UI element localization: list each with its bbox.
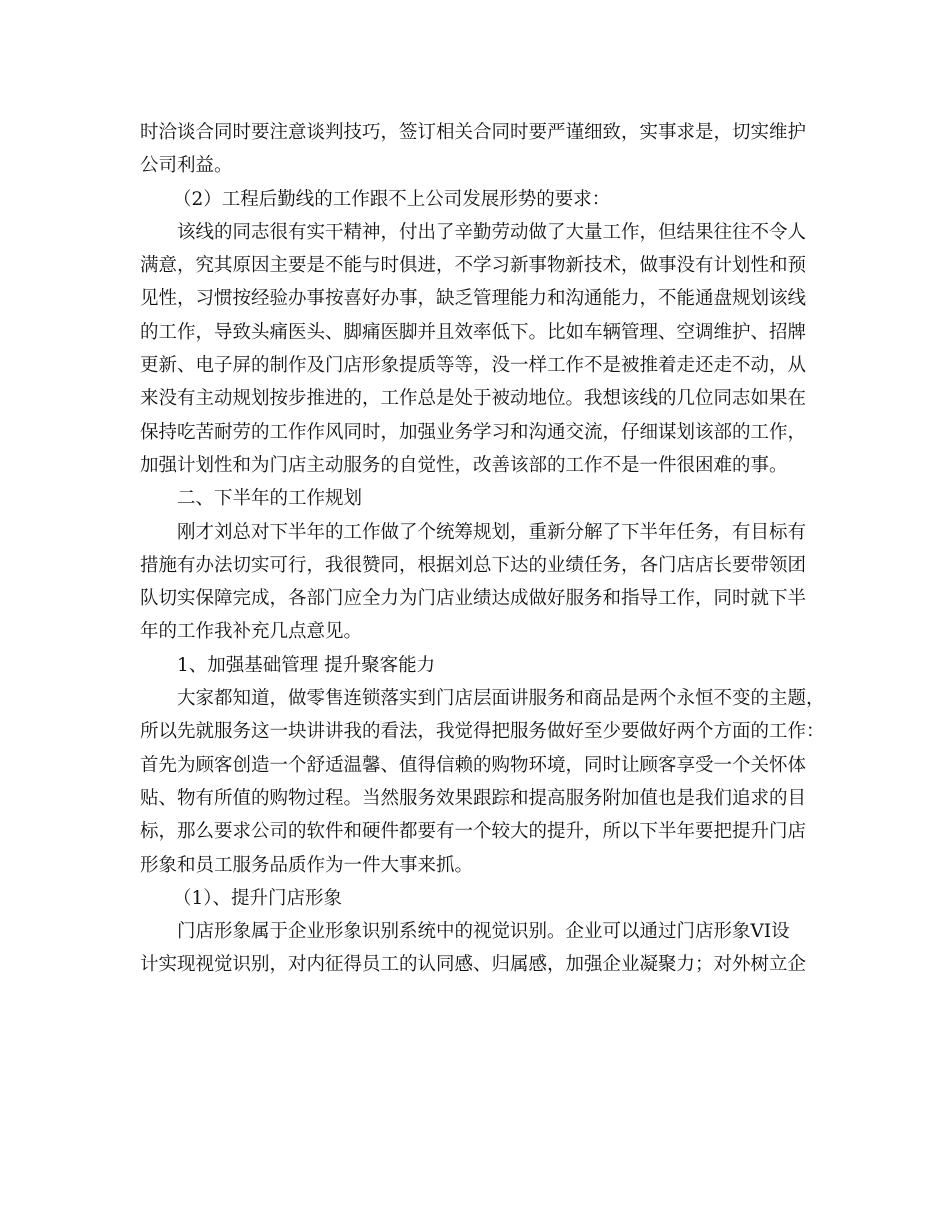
body-text bbox=[140, 116, 830, 982]
text-line: 标，那么要求公司的软件和硬件都要有一个较大的提升，所以下半年要把提升门店 bbox=[140, 821, 807, 843]
text-line: 措施有办法切实可行，我很赞同，根据刘总下达的业绩任务，各门店店长要带领团 bbox=[140, 554, 807, 576]
text-line: 所以先就服务这一块讲讲我的看法，我觉得把服务做好至少要做好两个方面的工作： bbox=[140, 721, 825, 743]
text-line: 首先为顾客创造一个舒适温馨、值得信赖的购物环境，同时让顾客享受一个关怀体 bbox=[140, 754, 807, 776]
subsection-heading: （2）工程后勤线的工作跟不上公司发展形势的要求： bbox=[173, 188, 611, 210]
text-line: 保持吃苦耐劳的工作作风同时，加强业务学习和沟通交流，仔细谋划该部的工作， bbox=[140, 421, 807, 443]
text-line: 大家都知道，做零售连锁落实到门店层面讲服务和商品是两个永恒不变的主题， bbox=[177, 688, 825, 710]
section-heading: 二、下半年的工作规划 bbox=[177, 488, 363, 510]
text-line: 更新、电子屏的制作及门店形象提质等等，没一样工作不是被推着走还走不动，从 bbox=[140, 355, 807, 377]
text-line: 形象和员工服务品质作为一件大事来抓。 bbox=[140, 854, 474, 876]
text-line: 满意，究其原因主要是不能与时俱进，不学习新事物新技术，做事没有计划性和预 bbox=[140, 255, 807, 277]
text-line: 门店形象属于企业形象识别系统中的视觉识别。企业可以通过门店形象VI设 bbox=[177, 921, 790, 943]
text-line: 来没有主动规划按步推进的，工作总是处于被动地位。我想该线的几位同志如果在 bbox=[140, 388, 807, 410]
text-line: 见性，习惯按经验办事按喜好办事，缺乏管理能力和沟通能力，不能通盘规划该线 bbox=[140, 288, 807, 310]
text-line: 时洽谈合同时要注意谈判技巧，签订相关合同时要严谨细致，实事求是，切实维护 bbox=[140, 122, 807, 143]
text-line: 该线的同志很有实干精神，付出了辛勤劳动做了大量工作，但结果往往不令人 bbox=[177, 221, 807, 243]
text-line: 年的工作我补充几点意见。 bbox=[140, 621, 363, 643]
text-line: 计实现视觉识别，对内征得员工的认同感、归属感，加强企业凝聚力；对外树立企 bbox=[140, 954, 807, 976]
subsection-heading: （1）、提升门店形象 bbox=[173, 887, 343, 909]
subsection-heading: 1、加强基础管理 提升聚客能力 bbox=[177, 654, 436, 676]
document-body bbox=[140, 116, 830, 982]
text-line: 的工作，导致头痛医头、脚痛医脚并且效率低下。比如车辆管理、空调维护、招牌 bbox=[140, 321, 807, 343]
text-line: 加强计划性和为门店主动服务的自觉性，改善该部的工作不是一件很困难的事。 bbox=[140, 454, 788, 476]
text-line: 公司利益。 bbox=[140, 155, 233, 177]
text-line: 贴、物有所值的购物过程。当然服务效果跟踪和提高服务附加值也是我们追求的目 bbox=[140, 787, 807, 809]
text-line: 队切实保障完成，各部门应全力为门店业绩达成做好服务和指导工作，同时就下半 bbox=[140, 588, 807, 610]
text-line: 刚才刘总对下半年的工作做了个统筹规划，重新分解了下半年任务，有目标有 bbox=[177, 521, 807, 543]
